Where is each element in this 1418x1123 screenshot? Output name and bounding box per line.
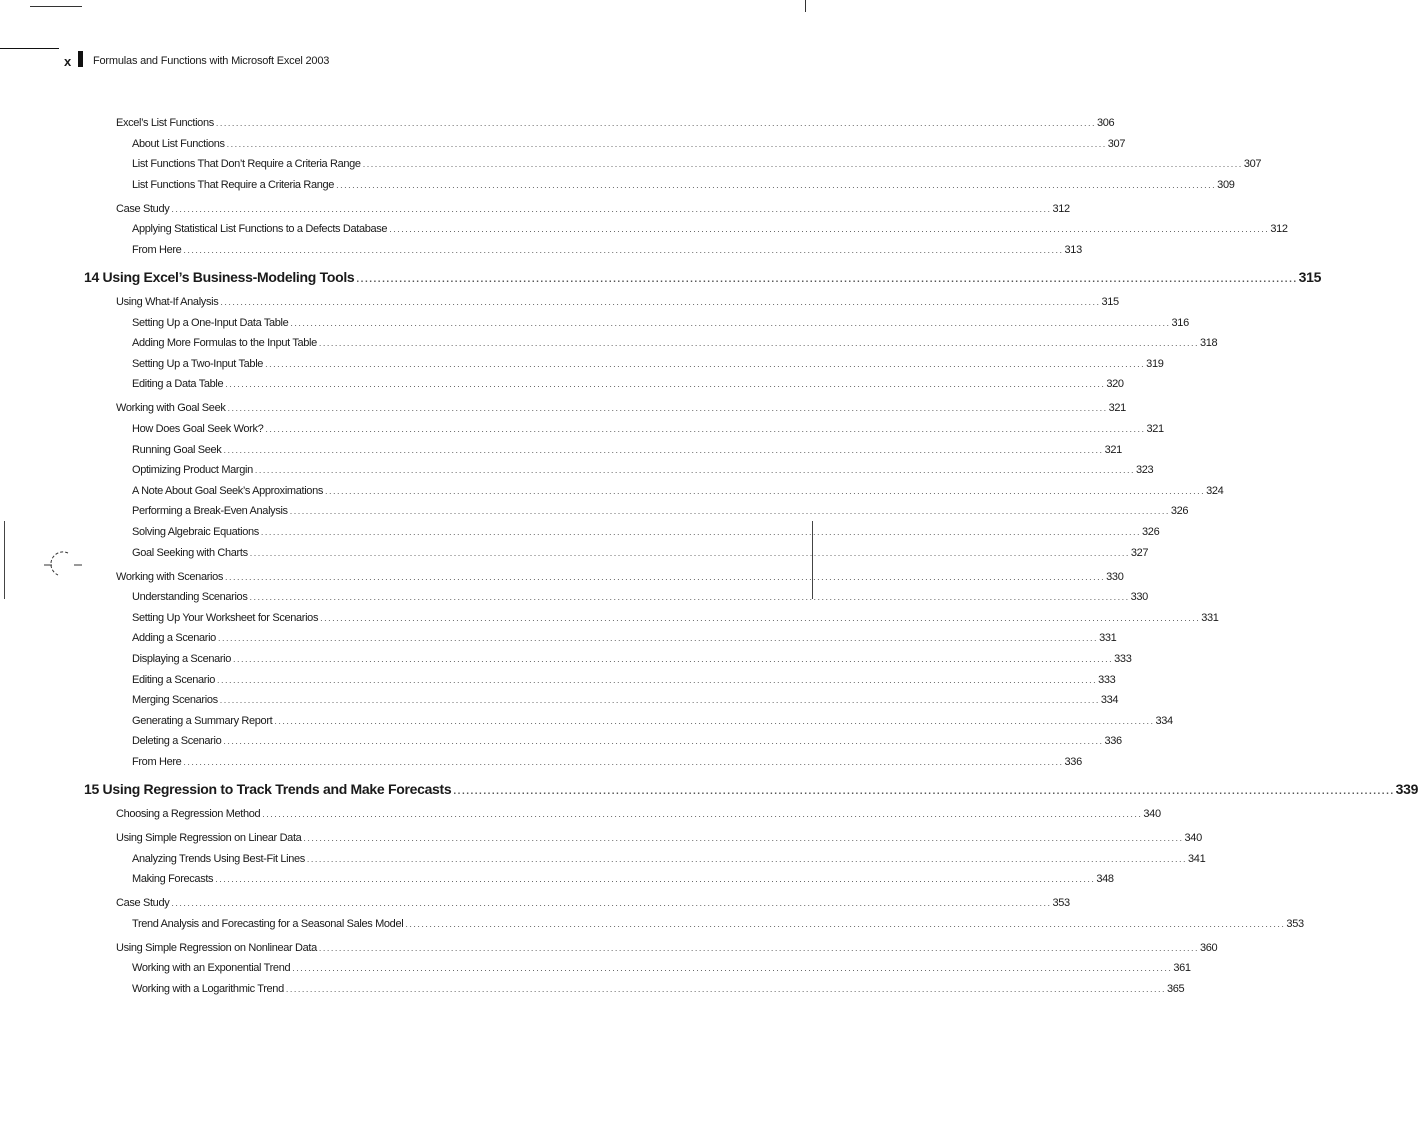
toc-dot-leader: ............................................................................................................................................................................................................................ (289, 506, 1170, 517)
toc-chapter-entry (84, 268, 1322, 289)
toc-page-number: 340 (1184, 832, 1202, 844)
toc-entry-title: Working with Scenarios (116, 570, 224, 583)
toc-entry (132, 917, 1304, 931)
toc-entry-title: Using Simple Regression on Linear Data (116, 832, 302, 844)
toc-entry (132, 377, 1124, 391)
toc-entry (116, 116, 1115, 130)
toc-entry (132, 673, 1116, 687)
toc-entry-title: List Functions That Don’t Require a Criteria Range (132, 158, 361, 171)
toc-entry-title: Analyzing Trends Using Best-Fit Lines (132, 852, 305, 865)
toc-page-number: 307 (1243, 158, 1262, 171)
toc-page-number: 341 (1188, 852, 1206, 865)
toc-page-number: 319 (1146, 357, 1164, 370)
toc-dot-leader: ............................................................................................................................................................................................................................ (223, 736, 1104, 747)
toc-dot-leader: ............................................................................................................................................................................................................................ (254, 465, 1135, 476)
toc-page-number: 309 (1217, 178, 1235, 191)
crop-mark-top-right (805, 0, 806, 12)
toc-page-number: 320 (1106, 378, 1124, 391)
toc-entry (132, 157, 1262, 171)
toc-page-number: 334 (1155, 714, 1173, 727)
toc-page-number: 331 (1201, 611, 1219, 624)
toc-dot-leader: ............................................................................................................................................................................................................................ (225, 571, 1106, 582)
toc-dot-leader: ............................................................................................................................................................................................................................ (265, 358, 1146, 369)
toc-page-number: 361 (1173, 962, 1191, 975)
toc-page-number: 333 (1098, 673, 1116, 686)
toc-entry-title: Solving Algebraic Equations (132, 526, 259, 538)
toc-dot-leader: ............................................................................................................................................................................................................................ (171, 898, 1052, 909)
toc-entry (116, 896, 1070, 910)
toc-dot-leader: ............................................................................................................................................................................................................................ (233, 654, 1114, 664)
toc-page-number: 348 (1096, 873, 1114, 886)
toc-dot-leader: ............................................................................................................................................................................................................................ (249, 592, 1130, 603)
toc-entry (132, 137, 1126, 151)
toc-page-number: 331 (1099, 632, 1117, 645)
toc-page-number: 316 (1171, 316, 1189, 329)
toc-page-number: 324 (1206, 484, 1224, 497)
toc-dot-leader: ............................................................................................................................................................................................................................ (215, 874, 1096, 885)
toc-entry-title: Generating a Summary Report (132, 714, 273, 727)
toc-page-number: 312 (1270, 223, 1288, 236)
toc-entry (132, 336, 1218, 350)
toc-entry-title: Trend Analysis and Forecasting for a Seasonal Sales Model (132, 917, 404, 930)
toc-dot-leader: ............................................................................................................................................................................................................................ (220, 297, 1101, 307)
toc-dot-leader: ............................................................................................................................................................................................................................ (303, 833, 1184, 843)
toc-entry-title: 14 Using Excel’s Business-Modeling Tools (84, 269, 355, 285)
toc-entry (116, 807, 1161, 821)
toc-page-number: 327 (1130, 546, 1149, 559)
toc-entry (132, 961, 1191, 975)
toc-page-number: 315 (1101, 296, 1119, 308)
toc-entry (132, 611, 1219, 625)
toc-entry (132, 443, 1122, 457)
toc-dot-leader: ............................................................................................................................................................................................................................ (183, 757, 1064, 767)
toc-dot-leader: ............................................................................................................................................................................................................................ (225, 379, 1106, 390)
toc-dot-leader: ............................................................................................................................................................................................................................ (292, 963, 1173, 974)
toc-entry (132, 243, 1082, 257)
toc-entry-title: Running Goal Seek (132, 443, 222, 456)
toc-page-number: 360 (1199, 941, 1218, 954)
toc-entry (132, 631, 1117, 645)
toc-entry-title: Choosing a Regression Method (116, 808, 261, 820)
toc-chapter-entry (84, 780, 1418, 801)
toc-entry-title: Setting Up Your Worksheet for Scenarios (132, 611, 319, 624)
toc-page-number: 333 (1114, 653, 1132, 665)
crop-mark-top (30, 6, 82, 7)
toc-entry-title: Working with an Exponential Trend (132, 962, 291, 975)
toc-entry (132, 734, 1122, 748)
toc-page-number: 313 (1064, 244, 1082, 256)
toc-page-number: 330 (1106, 570, 1124, 583)
toc-entry (116, 941, 1218, 955)
toc-entry-title: Performing a Break-Even Analysis (132, 505, 288, 518)
toc-dot-leader: ............................................................................................................................................................................................................................ (274, 715, 1155, 726)
toc-entry (132, 484, 1224, 498)
toc-entry (132, 755, 1082, 769)
toc-entry-title: About List Functions (132, 137, 225, 150)
toc-entry-title: Deleting a Scenario (132, 735, 222, 748)
toc-dot-leader: ............................................................................................................................................................................................................................ (362, 159, 1243, 170)
toc-entry-title: Excel’s List Functions (116, 117, 214, 129)
toc-entry (132, 546, 1149, 560)
toc-entry-title: Setting Up a Two-Input Table (132, 357, 264, 370)
toc-dot-leader: ............................................................................................................................................................................................................................ (306, 853, 1188, 864)
toc-entry (132, 693, 1119, 707)
toc-dot-leader: ............................................................................................................................................................................................................................ (262, 809, 1143, 819)
toc-entry (132, 222, 1288, 236)
toc-dot-leader: ............................................................................................................................................................................................................................ (325, 485, 1206, 496)
toc-dot-leader: ............................................................................................................................................................................................................................ (453, 786, 1395, 797)
toc-page-number: 339 (1395, 781, 1418, 797)
toc-dot-leader: ............................................................................................................................................................................................................................ (217, 633, 1099, 644)
toc-page-number: 340 (1143, 808, 1161, 820)
toc-entry-title: Goal Seeking with Charts (132, 546, 248, 559)
toc-entry (132, 463, 1154, 477)
toc-dot-leader: ............................................................................................................................................................................................................................ (249, 547, 1130, 558)
toc-dot-leader: ............................................................................................................................................................................................................................ (265, 424, 1146, 434)
toc-page-number: 318 (1199, 337, 1218, 350)
toc-dot-leader: ............................................................................................................................................................................................................................ (223, 444, 1104, 455)
toc-entry-title: Using Simple Regression on Nonlinear Data (116, 941, 317, 954)
toc-dot-leader: ............................................................................................................................................................................................................................ (320, 612, 1201, 623)
toc-entry-title: From Here (132, 756, 182, 768)
toc-entry-title: From Here (132, 244, 182, 256)
toc-entry (116, 295, 1119, 309)
toc-dot-leader: ............................................................................................................................................................................................................................ (227, 403, 1108, 414)
toc-entry (132, 714, 1173, 728)
toc-entry-title: Editing a Scenario (132, 673, 215, 686)
toc-entry-title: 15 Using Regression to Track Trends and Make Forecasts (84, 781, 452, 797)
toc-entry-title: Adding a Scenario (132, 632, 216, 645)
toc-page-number: 330 (1130, 591, 1148, 604)
toc-entry-title: Understanding Scenarios (132, 591, 248, 604)
toc-dot-leader: ............................................................................................................................................................................................................................ (389, 224, 1270, 235)
toc-entry (132, 525, 1160, 539)
toc-page-number: 315 (1298, 269, 1322, 285)
toc-entry (132, 872, 1114, 886)
toc-entry-title: Adding More Formulas to the Input Table (132, 337, 317, 350)
toc-dot-leader: ............................................................................................................................................................................................................................ (290, 317, 1171, 328)
toc-entry-title: Applying Statistical List Functions to a Defects Database (132, 223, 388, 236)
toc-page-number: 321 (1104, 443, 1122, 456)
toc-entry (132, 504, 1189, 518)
toc-page-number: 336 (1064, 756, 1082, 768)
toc-entry-title: A Note About Goal Seek’s Approximations (132, 484, 323, 497)
toc-dot-leader: ............................................................................................................................................................................................................................ (215, 118, 1096, 128)
toc-dot-leader: ............................................................................................................................................................................................................................ (260, 527, 1142, 537)
toc-entry-title: Making Forecasts (132, 873, 214, 886)
registration-mark-icon (44, 549, 84, 577)
toc-page-number: 306 (1096, 117, 1115, 129)
toc-entry-title: Optimizing Product Margin (132, 464, 253, 477)
toc-entry (132, 590, 1148, 604)
toc-dot-leader: ............................................................................................................................................................................................................................ (318, 942, 1199, 953)
toc-entry (116, 202, 1070, 216)
toc-entry-title: Working with a Logarithmic Trend (132, 983, 284, 995)
toc-entry (116, 401, 1126, 415)
toc-dot-leader: ............................................................................................................................................................................................................................ (405, 918, 1286, 929)
toc-page-number: 326 (1142, 526, 1160, 538)
toc-page-number: 323 (1135, 464, 1154, 477)
toc-entry (116, 570, 1124, 584)
page-folio: x (64, 54, 72, 69)
toc-page-number: 326 (1170, 505, 1189, 518)
toc-entry (132, 316, 1189, 330)
header-bar (78, 51, 83, 67)
toc-entry-title: Displaying a Scenario (132, 653, 232, 665)
toc-entry (132, 422, 1164, 436)
header-rule (0, 48, 59, 49)
toc-entry (132, 852, 1206, 866)
toc-page-number: 307 (1107, 137, 1126, 150)
toc-entry-title: Case Study (116, 897, 170, 910)
toc-dot-leader: ............................................................................................................................................................................................................................ (356, 274, 1298, 285)
toc-dot-leader: ............................................................................................................................................................................................................................ (183, 245, 1064, 255)
toc-dot-leader: ............................................................................................................................................................................................................................ (219, 695, 1100, 706)
toc-entry (132, 357, 1164, 371)
toc-entry-title: Merging Scenarios (132, 694, 218, 707)
toc-dot-leader: ............................................................................................................................................................................................................................ (318, 338, 1199, 349)
toc-entry-title: Using What-If Analysis (116, 296, 219, 308)
toc-entry-title: List Functions That Require a Criteria Range (132, 178, 335, 191)
toc-page-number: 321 (1108, 402, 1126, 415)
toc-dot-leader: ............................................................................................................................................................................................................................ (226, 138, 1107, 149)
toc-entry (132, 652, 1132, 666)
margin-line-left (4, 521, 5, 599)
toc-entry-title: Working with Goal Seek (116, 402, 226, 415)
running-head-title: Formulas and Functions with Microsoft Excel 2003 (93, 55, 330, 67)
toc-dot-leader: ............................................................................................................................................................................................................................ (171, 203, 1052, 214)
toc-page-number: 353 (1286, 917, 1304, 930)
toc-page-number: 365 (1166, 983, 1185, 995)
toc-dot-leader: ............................................................................................................................................................................................................................ (216, 674, 1098, 685)
toc-entry-title: Setting Up a One-Input Data Table (132, 316, 289, 329)
toc-page-number: 353 (1052, 897, 1070, 910)
toc-page-number: 312 (1052, 202, 1070, 215)
toc-page-number: 336 (1104, 735, 1122, 748)
toc-dot-leader: ............................................................................................................................................................................................................................ (285, 984, 1166, 994)
toc-entry-title: How Does Goal Seek Work? (132, 423, 264, 435)
toc-entry (132, 982, 1185, 996)
toc-entry (132, 178, 1235, 192)
toc-entry (116, 831, 1202, 845)
toc-page-number: 321 (1146, 423, 1164, 435)
toc-dot-leader: ............................................................................................................................................................................................................................ (336, 179, 1217, 190)
toc-entry-title: Editing a Data Table (132, 378, 224, 391)
toc-page-number: 334 (1100, 694, 1119, 707)
toc-entry-title: Case Study (116, 202, 170, 215)
